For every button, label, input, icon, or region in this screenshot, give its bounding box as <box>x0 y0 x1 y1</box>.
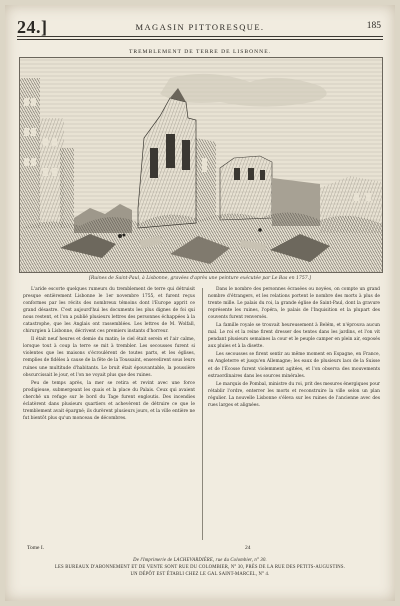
image-caption: [Ruines de Saint-Paul, à Lisbonne, gravées d'après une peinture exécutée par Le Bas en 1757.] <box>89 276 311 281</box>
paragraph: Dans le nombre des personnes écrasées ou noyées, on compte un grand nombre d'étrangers, et les relations portent le nombre des morts à plus de trente mille. Le palais du roi, la grande église de Saint-Paul, dont la gravure représente les ruines, l'opéra, le palais de l'Inquisition et la plupart des couvents furent renversés. <box>208 287 380 321</box>
text-column-right <box>208 286 380 542</box>
text-column-left <box>23 286 195 542</box>
column-divider <box>202 288 203 540</box>
imprint-offices: LES BUREAUX D'ABONNEMENT ET DE VENTE SONT RUE DU COLOMBIER, N° 30, PRÈS DE LA RUE DES PETITS-AUGUSTINS. <box>54 565 346 570</box>
signature-mark: 24 <box>245 545 251 551</box>
paragraph: Il était neuf heures et demie du matin; le ciel était serein et l'air calme, lorsque tout à coup la terre se mit à trembler. Les secousses furent si violentes que les maisons s'écroulèrent de toutes parts, et les églises, remplies de fidèles à cause de la fête de la Toussaint, ensevelirent sous leurs ruines une multitude d'habitants. Le bruit était épouvantable, la poussière obscurcissait le jour, et l'on ne voyait plus que des ruines. <box>23 337 195 378</box>
article-title: TREMBLEMENT DE TERRE DE LISBONNE. <box>128 49 272 55</box>
imprint <box>5 557 395 578</box>
imprint-printer: De l'Imprimerie de LACHEVARDIÈRE, rue du Colombier, n° 30. <box>133 558 267 563</box>
magazine-title: MAGASIN PITTORESQUE. <box>135 22 265 32</box>
paragraph: L'aride escorte quelques rumeurs du tremblement de terre qui détruisit presque entièrement Lisbonne le 1er novembre 1755, et furent reçus conformes par les récits des nombreux témoins dont l'Europe apprit ce grand désastre. C'est aujourd'hui les documents les plus dignes de foi qui nous restent, et l'on a publié plusieurs lettres des personnes échappées à la catastrophe, que les Anglais ont rassemblées. Les lettres de M. Wolfall, chirurgien à Lisbonne, décrivent ces premiers instants d'horreur. <box>23 287 195 335</box>
page-number: 185 <box>366 21 381 31</box>
tome-label: Tome I. <box>27 545 45 551</box>
ruins-engraving <box>20 58 382 272</box>
issue-number: 24.] <box>17 17 48 37</box>
paragraph: Peu de temps après, la mer se retira et revint avec une force prodigieuse, submergeant les quais et la place du Palais. Ceux qui avaient cherché un refuge sur le bord du Tage furent engloutis. Des incendies éclatèrent dans plusieurs quartiers et achevèrent de détruire ce que le tremblement avait épargné; ils durèrent plusieurs jours, et la ville entière ne fut bientôt plus qu'un monceau de décombres. <box>23 380 195 421</box>
page-header <box>5 5 395 35</box>
imprint-depot: UN DÉPÔT EST ÉTABLI CHEZ LE GAL SAINT-MARCEL, N° 4. <box>130 572 270 577</box>
header-rule <box>17 36 383 40</box>
paragraph: Le marquis de Pombal, ministre du roi, prit des mesures énergiques pour rétablir l'ordre, enterrer les morts et reconstruire la ville selon un plan régulier. La nouvelle Lisbonne s'éleva sur les ruines de l'ancienne avec des rues larges et alignées. <box>208 381 380 408</box>
paragraph: Les secousses se firent sentir au même moment en Espagne, en France, en Angleterre et jusqu'en Allemagne; les eaux de plusieurs lacs de la Suisse et de l'Écosse furent violemment agitées, et l'on observa des mouvements extraordinaires dans les sources minérales. <box>208 352 380 379</box>
magazine-page <box>5 5 395 601</box>
paragraph: La famille royale se trouvait heureusement à Belém, et n'éprouva aucun mal. Le roi et la reine firent dresser des tentes dans les jardins, et l'on vit pendant plusieurs semaines la cour et le peuple camper en plein air, exposés aux pluies et à la disette. <box>208 323 380 350</box>
engraving-illustration <box>19 57 383 273</box>
